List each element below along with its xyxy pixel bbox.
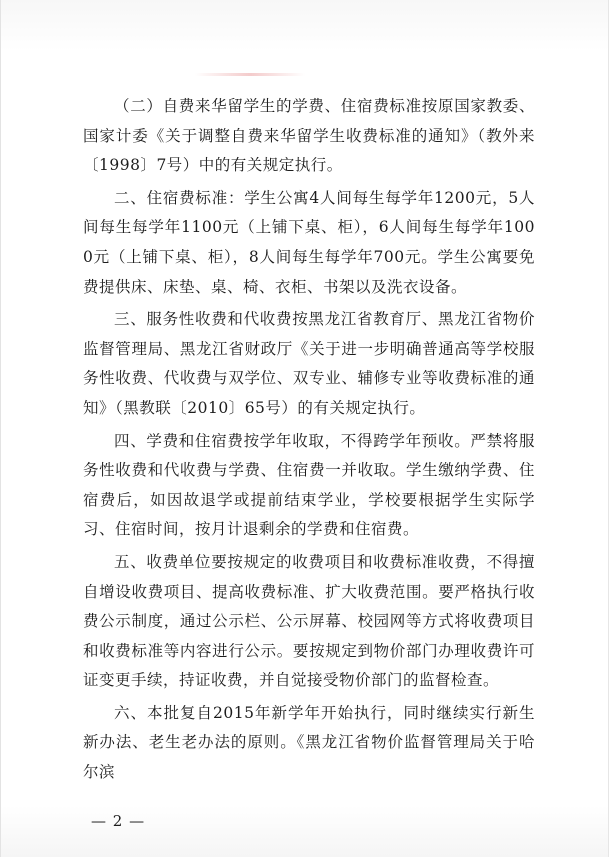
page-number: — 2 — (91, 812, 146, 830)
paragraph-tuition-foreign-students: （二）自费来华留学生的学费、住宿费标准按原国家教委、国家计委《关于调整自费来华留学生收费标准的通知》（教外来〔1998〕7号）中的有关规定执行。 (83, 97, 535, 175)
paragraph-service-fees: 三、服务性收费和代收费按黑龙江省教育厅、黑龙江省物价监督管理局、黑龙江省财政厅《关于进一步明确普通高等学校服务性收费、代收费与双学位、双专业、辅修专业等收费标准的通知》（黑教联〔2010〕65号）的有关规定执行。 (83, 310, 535, 417)
paragraph-collection-rules: 四、学费和住宿费按学年收取，不得跨学年预收。严禁将服务性收费和代收费与学费、住宿费一并收取。学生缴纳学费、住宿费后，如因故退学或提前结束学业，学校要根据学生实际学习、住宿时间，按月计退剩余的学费和住宿费。 (83, 431, 535, 539)
document-body (83, 92, 535, 791)
paragraph-fee-standards: 五、收费单位要按规定的收费项目和收费标准收费，不得擅自增设收费项目、提高收费标准、扩大收费范围。要严格执行收费公示制度，通过公示栏、公示屏幕、校园网等方式将收费项目和收费标准等内容进行公示。要按规定到物价部门办理收费许可证变更手续，持证收费，并自觉接受物价部门的监督检查。 (83, 552, 535, 690)
red-stamp-mark (195, 73, 305, 76)
paragraph-effective-date: 六、本批复自2015年新学年开始执行，同时继续实行新生新办法、老生老办法的原则。《黑龙江省物价监督管理局关于哈尔滨 (83, 703, 535, 782)
paragraph-accommodation-fees: 二、住宿费标准：学生公寓4人间每生每学年1200元，5人间每生每学年1100元（上铺下桌、柜），6人间每生每学年1000元（上铺下桌、柜），8人间每生每学年700元。学生公寓要免费提供床、床垫、桌、椅、衣柜、书架以及洗衣设备。 (83, 188, 535, 296)
